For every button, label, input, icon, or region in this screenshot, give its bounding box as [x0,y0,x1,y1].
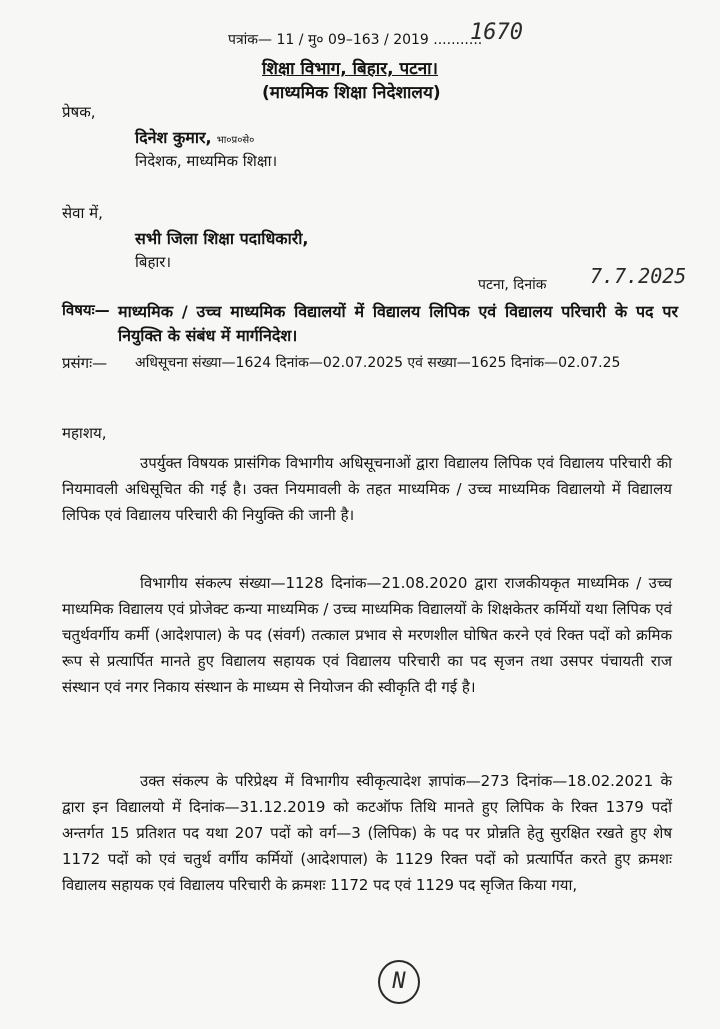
dateline-text: पटना, दिनांक [478,277,547,293]
sender-block [135,126,254,148]
letter-number-dots: ........... [433,32,483,48]
recipient-label: सेवा में, [62,204,103,222]
paragraph-3 [62,768,672,898]
handwritten-initial [378,960,420,1004]
paragraph-2 [62,570,672,700]
sender-designation: निदेशक, माध्यमिक शिक्षा। [135,152,278,170]
subject-text: माध्यमिक / उच्च माध्यमिक विद्यालयों में विद्यालय लिपिक एवं विद्यालय परिचारी के पद पर नियुक्ति के संबंध में मार्गनिदेश। [118,302,678,345]
paragraph-1-text: उपर्युक्त विषयक प्रासंगिक विभागीय अधिसूचनाओं द्वारा विद्यालय लिपिक एवं विद्यालय परिचारी की नियमावली अधिसूचित की गई है। उक्त नियमावली के तहत माध्यमिक / उच्च माध्यमिक विद्यालयो में विद्यालय लिपिक एवं विद्यालय परिचारी की नियुक्ति की जानी है। [62,454,672,524]
reference-text: अधिसूचना संख्या—1624 दिनांक—02.07.2025 एवं सख्या—1625 दिनांक—02.07.25 [135,355,621,371]
handwritten-dispatch-number: 1670 [470,20,523,45]
paragraph-3-text: उक्त संकल्प के परिप्रेक्ष्य में विभागीय स्वीकृत्यादेश ज्ञापांक—273 दिनांक—18.02.2021 के द्वारा इन विद्यालयो में दिनांक—31.12.2019 को कटऑफ तिथि मानते हुए लिपिक के रिक्त 1379 पदों अन्तर्गत 15 प्रतिशत पद यथा 207 पदों को वर्ग—3 (लिपिक) के पद पर प्रोन्नति हेतु सुरक्षित रखते हुए शेष 1172 पदों को एवं चतुर्थ वर्गीय कर्मियों (आदेशपाल) के 1129 रिक्त पदों को प्रत्यार्पित करते हुए क्रमशः विद्यालय सहायक एवं विद्यालय परिचारी के क्रमशः 1172 पद एवं 1129 पद सृजित किया गया, [62,772,672,894]
department-name: शिक्षा विभाग, बिहार, पटना। [262,59,439,79]
letter-number-text: पत्रांक— 11 / मु० 09–163 / 2019 [228,32,429,48]
subject-label: विषयः— [62,301,110,319]
paragraph-1 [62,450,672,528]
sender-service: भा०प्र०से० [216,135,255,146]
salutation: महाशय, [62,424,107,442]
recipient-name: सभी जिला शिक्षा पदाधिकारी, [135,229,309,248]
dateline [478,275,547,294]
recipient-place: बिहार। [135,253,172,271]
reference-label: प्रसंगः— [62,354,108,372]
sender-label: प्रेषक, [62,103,96,121]
sender-name: दिनेश कुमार, [135,128,212,147]
directorate-name: (माध्यमिक शिक्षा निदेशालय) [262,83,441,103]
handwritten-date: 7.7.2025 [590,264,687,288]
paragraph-2-text: विभागीय संकल्प संख्या—1128 दिनांक—21.08.2020 द्वारा राजकीयकृत माध्यमिक / उच्च माध्यमिक विद्यालय एवं प्रोजेक्ट कन्या माध्यमिक / उच्च माध्यमिक विद्यालयों के शिक्षकेतर कर्मियों यथा लिपिक एवं चतुर्थवर्गीय कर्मी (आदेशपाल) के पद (संवर्ग) तत्काल प्रभाव से मरणशील घोषित करने एवं रिक्त पदों को क्रमिक रूप से प्रत्यार्पित मानते हुए विद्यालय सहायक एवं विद्यालय परिचारी का पद सृजन तथा उसपर पंचायती राज संस्थान एवं नगर निकाय संस्थान के माध्यम से नियोजन की स्वीकृति दी गई है। [62,574,672,696]
handwritten-initial-text: N [392,969,406,994]
letter-number [228,30,482,49]
